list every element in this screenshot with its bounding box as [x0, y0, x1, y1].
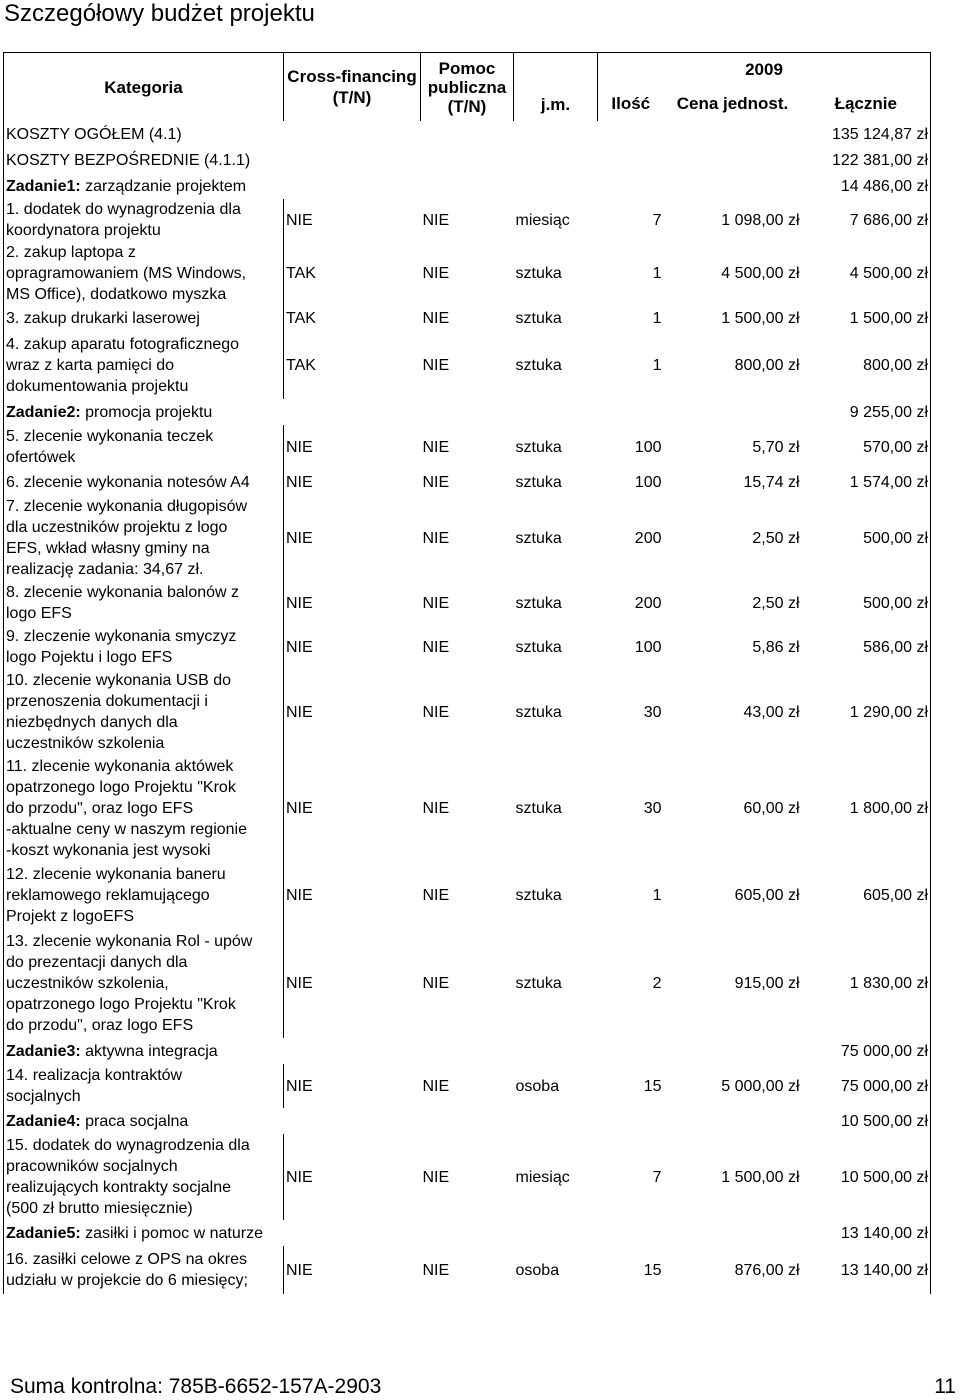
- item-label-line: przenoszenia dokumentacji i: [6, 693, 208, 710]
- budget-item-row: [4, 755, 931, 862]
- header-pomoc-line2: publiczna: [427, 77, 507, 97]
- item-label-line: do przodu", oraz logo EFS: [6, 800, 194, 817]
- item-unit-price: 43,00 zł: [743, 703, 800, 721]
- item-label: [4, 1134, 284, 1220]
- budget-item-row: [4, 928, 931, 1038]
- item-unit-price: 2,50 zł: [752, 529, 800, 547]
- item-jm: sztuka: [515, 529, 562, 547]
- task-name: aktywna integracja: [80, 1042, 218, 1060]
- item-total: 1 290,00 zł: [802, 669, 931, 755]
- item-cross-financing: NIE: [286, 703, 313, 721]
- item-cross-financing: TAK: [286, 264, 316, 282]
- item-label-line: pracowników socjalnych: [6, 1158, 178, 1175]
- task-prefix: Zadanie3:: [6, 1042, 81, 1060]
- item-label-line: opragramowaniem (MS Windows,: [6, 264, 247, 282]
- header-pomoc-line1: Pomoc: [438, 58, 496, 78]
- item-jm: osoba: [515, 1077, 560, 1095]
- item-label-line: realizację zadania: 34,67 zł.: [6, 561, 204, 578]
- budget-item-row: [4, 199, 931, 241]
- item-cross-financing: NIE: [286, 638, 313, 656]
- header-year: 2009: [598, 53, 931, 86]
- task-label: [4, 399, 802, 425]
- header-row-top: [4, 53, 931, 86]
- item-label-line: (500 zł brutto miesięcznie): [6, 1200, 193, 1217]
- item-cross-financing: NIE: [286, 1077, 313, 1095]
- item-unit-price: 876,00 zł: [734, 1261, 800, 1279]
- budget-item-row: [4, 862, 931, 928]
- item-quantity: 1: [652, 886, 662, 904]
- item-unit-price: 1 500,00 zł: [721, 309, 800, 327]
- item-cross-financing: NIE: [286, 800, 313, 817]
- item-label-line: MS Office), dodatkowo myszka: [6, 285, 227, 303]
- item-label: [4, 581, 284, 625]
- budget-item-row: [4, 1134, 931, 1220]
- item-cross-financing: NIE: [286, 473, 313, 491]
- header-pomoc-line3: (T/N): [447, 96, 487, 116]
- item-label: [4, 862, 284, 928]
- item-unit-price: 5,86 zł: [752, 638, 800, 656]
- task-label: [4, 1108, 802, 1134]
- item-unit-price: 605,00 zł: [734, 886, 800, 904]
- item-quantity: 1: [652, 264, 662, 282]
- item-unit-price: 1 098,00 zł: [721, 211, 800, 229]
- budget-body: [4, 121, 931, 1294]
- item-quantity: 100: [634, 438, 662, 456]
- task-summary-row: [4, 1220, 931, 1246]
- item-label-line: 4. zakup aparatu fotograficznego: [6, 335, 240, 353]
- total-row: [4, 121, 931, 147]
- item-total: 13 140,00 zł: [802, 1246, 931, 1294]
- item-label: [4, 305, 284, 331]
- item-unit-price: 60,00 zł: [743, 800, 800, 817]
- item-label-line: realizujących kontrakty socjalne: [6, 1179, 231, 1196]
- item-pomoc-publiczna: NIE: [422, 703, 450, 721]
- item-label-line: -aktualne ceny w naszym regionie: [6, 821, 248, 838]
- item-unit-price: 5 000,00 zł: [721, 1077, 800, 1095]
- item-label-line: uczestników szkolenia,: [6, 974, 169, 992]
- item-total: 500,00 zł: [802, 581, 931, 625]
- item-quantity: 7: [652, 1168, 662, 1186]
- item-total: 586,00 zł: [802, 625, 931, 669]
- task-name: zarządzanie projektem: [80, 177, 247, 195]
- item-cross-financing: NIE: [286, 438, 313, 456]
- item-total: 1 830,00 zł: [802, 928, 931, 1038]
- item-jm: sztuka: [515, 974, 562, 992]
- item-label: [4, 495, 284, 581]
- item-label-line: logo Pojektu i logo EFS: [6, 649, 173, 666]
- item-quantity: 15: [643, 1077, 662, 1095]
- item-pomoc-publiczna: NIE: [422, 264, 450, 282]
- budget-item-row: [4, 425, 931, 469]
- item-quantity: 200: [634, 594, 662, 612]
- item-pomoc-publiczna: NIE: [422, 886, 450, 904]
- budget-item-row: [4, 469, 931, 495]
- item-label: [4, 669, 284, 755]
- item-total: 500,00 zł: [802, 495, 931, 581]
- item-cross-financing: NIE: [286, 529, 313, 547]
- item-jm: sztuka: [515, 594, 562, 612]
- item-quantity: 2: [652, 974, 662, 992]
- item-label: [4, 755, 284, 862]
- item-pomoc-publiczna: NIE: [422, 309, 450, 327]
- item-label-line: 6. zlecenie wykonania notesów A4: [6, 473, 250, 491]
- item-total: 800,00 zł: [802, 331, 931, 399]
- item-label-line: dokumentowania projektu: [6, 377, 189, 395]
- task-prefix: Zadanie4:: [6, 1112, 81, 1130]
- budget-item-row: [4, 331, 931, 399]
- item-label-line: logo EFS: [6, 605, 72, 622]
- item-pomoc-publiczna: NIE: [422, 1077, 450, 1095]
- item-unit-price: 2,50 zł: [752, 594, 800, 612]
- total-label: KOSZTY OGÓŁEM (4.1): [4, 121, 802, 147]
- item-label-line: -koszt wykonania jest wysoki: [6, 842, 211, 859]
- item-label-line: 12. zlecenie wykonania baneru: [6, 865, 226, 883]
- task-total: 10 500,00 zł: [802, 1108, 931, 1134]
- task-summary-row: [4, 1038, 931, 1064]
- task-total: 14 486,00 zł: [802, 173, 931, 199]
- item-pomoc-publiczna: NIE: [422, 974, 450, 992]
- item-label-line: EFS, wkład własny gminy na: [6, 540, 210, 557]
- item-label: [4, 425, 284, 469]
- item-label: [4, 199, 284, 241]
- page-title: Szczegółowy budżet projektu: [4, 0, 315, 27]
- header-jm: j.m.: [514, 53, 598, 122]
- item-total: 75 000,00 zł: [802, 1064, 931, 1108]
- item-total: 7 686,00 zł: [802, 199, 931, 241]
- item-label-line: 9. zleczenie wykonania smyczyz: [6, 628, 237, 645]
- item-unit-price: 15,74 zł: [743, 473, 800, 491]
- item-label-line: opatrzonego logo Projektu "Krok: [6, 995, 236, 1013]
- item-label-line: do przodu", oraz logo EFS: [6, 1016, 194, 1034]
- item-label-line: 15. dodatek do wynagrodzenia dla: [6, 1137, 250, 1154]
- task-summary-row: [4, 399, 931, 425]
- item-pomoc-publiczna: NIE: [422, 638, 450, 656]
- item-quantity: 1: [652, 356, 662, 374]
- item-quantity: 30: [643, 703, 662, 721]
- budget-table: [3, 52, 931, 1294]
- task-label: [4, 1038, 802, 1064]
- item-cross-financing: NIE: [286, 1168, 313, 1186]
- item-unit-price: 915,00 zł: [734, 974, 800, 992]
- item-jm: miesiąc: [515, 1168, 570, 1186]
- item-pomoc-publiczna: NIE: [422, 529, 450, 547]
- item-jm: sztuka: [515, 886, 562, 904]
- item-pomoc-publiczna: NIE: [422, 438, 450, 456]
- task-name: promocja projektu: [80, 403, 213, 421]
- task-name: praca socjalna: [80, 1112, 189, 1130]
- item-jm: miesiąc: [515, 211, 570, 229]
- item-total: 570,00 zł: [802, 425, 931, 469]
- budget-item-row: [4, 241, 931, 305]
- item-pomoc-publiczna: NIE: [422, 1261, 450, 1279]
- total-row: [4, 147, 931, 173]
- budget-item-row: [4, 495, 931, 581]
- task-summary-row: [4, 1108, 931, 1134]
- item-quantity: 30: [643, 800, 662, 817]
- header-pomoc-publiczna: [421, 53, 514, 122]
- item-cross-financing: NIE: [286, 1261, 313, 1279]
- item-label-line: koordynatora projektu: [6, 222, 161, 239]
- item-jm: sztuka: [515, 438, 562, 456]
- item-label-line: niezbędnych danych dla: [6, 714, 178, 731]
- item-cross-financing: TAK: [286, 309, 316, 327]
- budget-item-row: [4, 581, 931, 625]
- header-ilosc: Ilość: [611, 93, 651, 113]
- item-label-line: 14. realizacja kontraktów: [6, 1067, 183, 1084]
- item-jm: sztuka: [515, 703, 562, 721]
- header-cross-line2: (T/N): [332, 88, 372, 107]
- grand-total: 122 381,00 zł: [802, 147, 931, 173]
- task-summary-row: [4, 173, 931, 199]
- item-quantity: 100: [634, 473, 662, 491]
- item-quantity: 100: [634, 638, 662, 656]
- item-label-line: socjalnych: [6, 1088, 81, 1105]
- task-total: 9 255,00 zł: [802, 399, 931, 425]
- item-label-line: udziału w projekcie do 6 miesięcy;: [6, 1272, 248, 1289]
- item-total: 605,00 zł: [802, 862, 931, 928]
- item-label-line: opatrzonego logo Projektu "Krok: [6, 779, 236, 796]
- item-label-line: wraz z karta pamięci do: [6, 356, 175, 374]
- item-quantity: 15: [643, 1261, 662, 1279]
- item-label-line: 5. zlecenie wykonania teczek: [6, 428, 214, 445]
- total-label: KOSZTY BEZPOŚREDNIE (4.1.1): [4, 147, 802, 173]
- header-cena: Cena jednost.: [676, 93, 789, 113]
- task-label: [4, 173, 802, 199]
- item-label-line: Projekt z logoEFS: [6, 907, 135, 925]
- task-prefix: Zadanie1:: [6, 177, 81, 195]
- item-quantity: 200: [634, 529, 662, 547]
- item-total: 10 500,00 zł: [802, 1134, 931, 1220]
- item-jm: sztuka: [515, 800, 562, 817]
- item-label-line: 1. dodatek do wynagrodzenia dla: [6, 201, 241, 218]
- item-jm: sztuka: [515, 356, 562, 374]
- grand-total: 135 124,87 zł: [802, 121, 931, 147]
- item-pomoc-publiczna: NIE: [422, 356, 450, 374]
- item-total: 1 574,00 zł: [802, 469, 931, 495]
- item-cross-financing: NIE: [286, 211, 313, 229]
- item-pomoc-publiczna: NIE: [422, 800, 450, 817]
- task-total: 75 000,00 zł: [802, 1038, 931, 1064]
- header-lacznie: Łącznie: [802, 85, 931, 121]
- item-label-line: 7. zlecenie wykonania długopisów: [6, 498, 248, 515]
- item-quantity: 1: [652, 309, 662, 327]
- header-kategoria: Kategoria: [4, 53, 284, 122]
- item-label-line: dla uczestników projektu z logo: [6, 519, 228, 536]
- item-jm: sztuka: [515, 638, 562, 656]
- item-cross-financing: NIE: [286, 974, 313, 992]
- item-unit-price: 5,70 zł: [752, 438, 800, 456]
- item-label: [4, 241, 284, 305]
- item-label-line: 10. zlecenie wykonania USB do: [6, 672, 232, 689]
- budget-item-row: [4, 305, 931, 331]
- item-label-line: 11. zlecenie wykonania aktówek: [6, 758, 234, 775]
- item-label: [4, 469, 284, 495]
- item-quantity: 7: [652, 211, 662, 229]
- item-label-line: 2. zakup laptopa z: [6, 243, 136, 261]
- page-number: 11: [934, 1375, 956, 1398]
- task-total: 13 140,00 zł: [802, 1220, 931, 1246]
- budget-item-row: [4, 625, 931, 669]
- task-prefix: Zadanie5:: [6, 1224, 81, 1242]
- item-cross-financing: NIE: [286, 594, 313, 612]
- item-jm: osoba: [515, 1261, 560, 1279]
- item-label-line: 3. zakup drukarki laserowej: [6, 309, 200, 327]
- header-cross-financing: [284, 53, 421, 122]
- item-jm: sztuka: [515, 309, 562, 327]
- checksum-footer: Suma kontrolna: 785B-6652-157A-2903: [10, 1375, 382, 1398]
- item-cross-financing: TAK: [286, 356, 316, 374]
- budget-item-row: [4, 669, 931, 755]
- item-total: 1 800,00 zł: [802, 755, 931, 862]
- item-total: 4 500,00 zł: [802, 241, 931, 305]
- item-label-line: 8. zlecenie wykonania balonów z: [6, 584, 240, 601]
- item-pomoc-publiczna: NIE: [422, 1168, 450, 1186]
- item-label: [4, 1064, 284, 1108]
- item-label-line: ofertówek: [6, 449, 76, 466]
- item-label-line: do prezentacji danych dla: [6, 953, 188, 971]
- item-total: 1 500,00 zł: [802, 305, 931, 331]
- item-jm: sztuka: [515, 473, 562, 491]
- item-label-line: uczestników szkolenia: [6, 735, 165, 752]
- item-pomoc-publiczna: NIE: [422, 594, 450, 612]
- item-unit-price: 1 500,00 zł: [721, 1168, 800, 1186]
- item-label-line: 16. zasiłki celowe z OPS na okres: [6, 1251, 247, 1268]
- budget-item-row: [4, 1246, 931, 1294]
- header-cross-line1: Cross-financing: [287, 67, 417, 86]
- item-pomoc-publiczna: NIE: [422, 473, 450, 491]
- item-cross-financing: NIE: [286, 886, 313, 904]
- budget-item-row: [4, 1064, 931, 1108]
- item-label-line: reklamowego reklamującego: [6, 886, 210, 904]
- item-unit-price: 800,00 zł: [734, 356, 800, 374]
- item-jm: sztuka: [515, 264, 562, 282]
- task-name: zasiłki i pomoc w naturze: [80, 1224, 263, 1242]
- item-label: [4, 1246, 284, 1294]
- item-label: [4, 625, 284, 669]
- task-prefix: Zadanie2:: [6, 403, 81, 421]
- item-unit-price: 4 500,00 zł: [721, 264, 800, 282]
- item-label: [4, 331, 284, 399]
- task-label: [4, 1220, 802, 1246]
- item-pomoc-publiczna: NIE: [422, 211, 450, 229]
- item-label-line: 13. zlecenie wykonania Rol - upów: [6, 932, 253, 950]
- item-label: [4, 928, 284, 1038]
